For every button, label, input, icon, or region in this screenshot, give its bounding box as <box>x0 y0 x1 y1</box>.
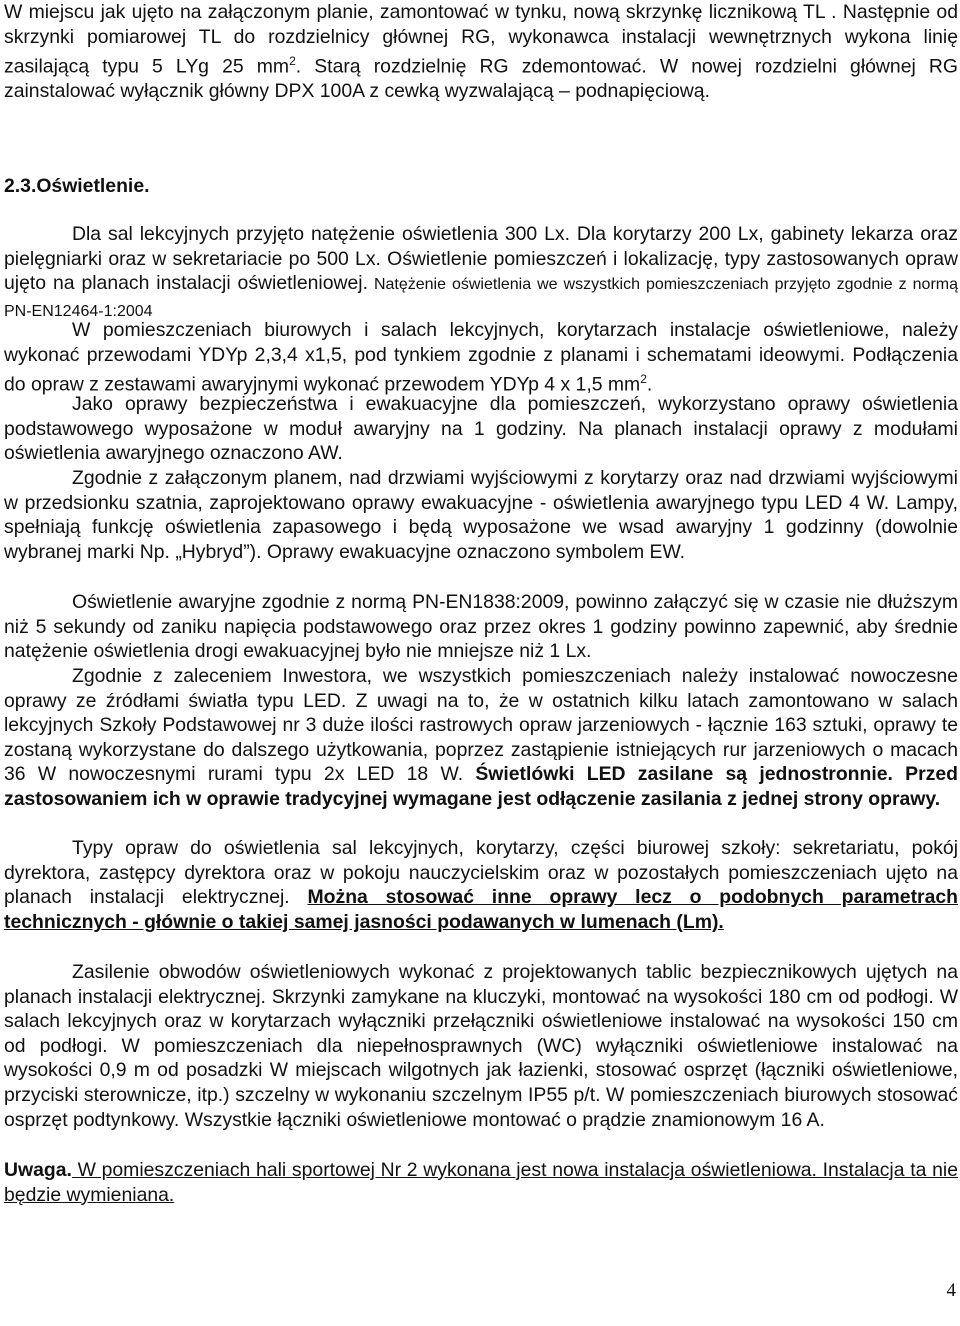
paragraph-note <box>4 1158 958 1207</box>
note-label: Uwaga. <box>4 1159 72 1181</box>
intro-text-end: . Starą rozdzielnię RG zdemontować. W nowej rozdzielni głównej RG zainstalować wyłącznik główny DPX 100A z cewką wyzwalającą – podnapięciową. <box>4 55 958 103</box>
note-text: W pomieszczeniach hali sportowej Nr 2 wykonana jest nowa instalacja oświetleniowa. Instalacja ta nie będzie wymieniana. <box>4 1159 958 1206</box>
paragraph-wiring <box>4 318 958 397</box>
wiring-text: W pomieszczeniach biurowych i salach lekcyjnych, korytarzach instalacje oświetleniowe, należy wykonać przewodami YDYp 2,3,4 x1,5, pod tynkiem zgodnie z planami i schematami ideowymi. Podłączenia do opraw z zestawami awaryjnymi wykonać przewodem YDYp 4 x 1,5 mm <box>4 319 958 396</box>
illuminance-norm-text: Natężenie oświetlenia we wszystkich pomieszczeniach przyjęto zgodnie z normą PN-EN12464-1:2004 <box>4 276 958 320</box>
illuminance-text: Dla sal lekcyjnych przyjęto natężenie oświetlenia 300 Lx. Dla korytarzy 200 Lx, gabinety lekarza oraz pielęgniarki oraz w sekretariacie po 500 Lx. Oświetlenie pomieszczeń i lokalizację, typy zastosowanych opraw ujęto na planach instalacji oświetleniowej. <box>4 223 958 295</box>
led-bold-text: Świetlówki LED zasilane są jednostronnie. Przed zastosowaniem ich w oprawie tradycyjnej wymagane jest odłączenie zasilania z jednej strony oprawy. <box>4 763 958 810</box>
section-heading: 2.3.Oświetlenie. <box>4 175 150 197</box>
wiring-superscript: 2 <box>640 372 647 387</box>
intro-superscript: 2 <box>289 54 296 69</box>
paragraph-circuits: Zasilenie obwodów oświetleniowych wykonać z projektowanych tablic bezpiecznikowych ujętych na planach instalacji elektrycznej. Skrzynki zamykane na kluczyki, montować na wysokości 180 cm od podłogi. W salach lekcyjnych oraz w korytarzach wyłączniki przełączniki oświetleniowe instalować na wysokości 150 cm od podłogi. W pomieszczeniach dla niepełnosprawnych (WC) wyłączniki oświetleniowe instalować na wysokości 0,9 m od posadzki W miejscach wilgotnych jak łazienki, stosować osprzęt (łączniki oświetleniowe, przyciski sterownicze, itp.) szczelny w wykonaniu szczelnym IP55 p/t. W pomieszczeniach biurowych stosować osprzęt podtynkowy. Wszystkie łączniki oświetleniowe montować o prądzie znamionowym 16 A. <box>4 961 958 1131</box>
wiring-text-end: . <box>646 373 653 396</box>
fixture-types-bold-text: Można stosować inne oprawy lecz o podobnych parametrach technicznych - głównie o takiej samej jasności podawanych w lumenach (Lm). <box>4 886 958 933</box>
paragraph-led <box>4 664 958 812</box>
led-text: Zgodnie z zaleceniem Inwestora, we wszystkich pomieszczeniach należy instalować nowoczesne oprawy ze źródłami światła typu LED. Z uwagi na to, że w ostatnich kilku latach zamontowano w salach lekcyjnych Szkoły Podstawowej nr 3 duże ilości rastrowych opraw jarzeniowych - łącznie 163 sztuki, oprawy te zostaną wykorzystane do dalszego użytkowania, poprzez zastąpienie istniejących rur jarzeniowych o macach 36 W nowoczesnymi rurami typu 2x LED 18 W. <box>4 665 958 786</box>
fixture-types-text: Typy opraw do oświetlenia sal lekcyjnych, korytarzy, części biurowej szkoły: sekretariatu, pokój dyrektora, zastępcy dyrektora oraz w pokoju nauczycielskim oraz w pozostałych pomieszczeniach ujęto na planach instalacji elektrycznej. <box>4 837 958 909</box>
paragraph-evacuation: Zgodnie z załączonym planem, nad drzwiami wyjściowymi z korytarzy oraz nad drzwiami wyjściowymi w przedsionku szatnia, zaprojektowano oprawy ewakuacyjne - oświetlenia awaryjnego typu LED 4 W. Lampy, spełniają funkcję oświetlenia zapasowego i będą wyposażone we wsad awaryjny 1 godzinny (dowolnie wybranej marki Np. „Hybryd”). Oprawy ewakuacyjne oznaczono symbolem EW. <box>4 467 958 563</box>
paragraph-illuminance <box>4 222 958 324</box>
intro-text: W miejscu jak ujęto na załączonym planie, zamontować w tynku, nową skrzynkę licznikową TL . Następnie od skrzynki pomiarowej TL do rozdzielnicy głównej RG, wykonawca instalacji wewnętrznych wykona linię zasilającą typu 5 LYg 25 mm <box>4 1 958 78</box>
page-number: 4 <box>946 1280 956 1301</box>
paragraph-emergency-norm: Oświetlenie awaryjne zgodnie z normą PN-EN1838:2009, powinno załączyć się w czasie nie dłuższym niż 5 sekundy od zaniku napięcia podstawowego oraz przez okres 1 godziny powinno zapewnić, aby średnie natężenie oświetlenia drogi ewakuacyjnej było nie mniejsze niż 1 Lx. <box>4 591 958 663</box>
paragraph-emergency-fixtures: Jako oprawy bezpieczeństwa i ewakuacyjne dla pomieszczeń, wykorzystano oprawy oświetlenia podstawowego wyposażone w moduł awaryjny na 1 godziny. Na planach instalacji oprawy z modułami oświetlenia awaryjnego oznaczono AW. <box>4 393 958 465</box>
intro-paragraph <box>4 0 958 104</box>
paragraph-fixture-types <box>4 836 958 934</box>
